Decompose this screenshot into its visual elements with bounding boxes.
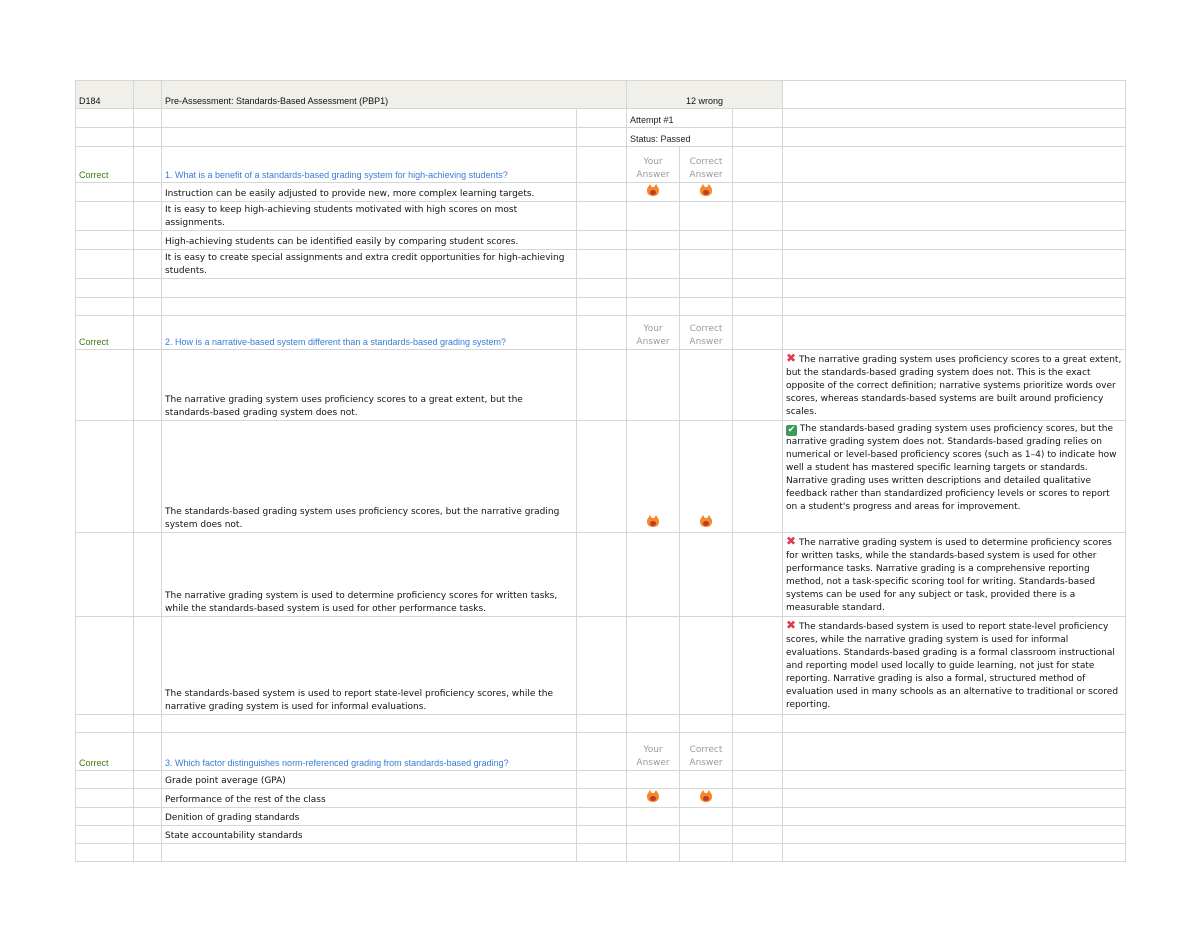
option-text: Denition of grading standards	[162, 808, 577, 826]
pass-status: Status: Passed	[627, 128, 733, 147]
correct-answer-cell	[680, 771, 733, 789]
option-feedback	[783, 808, 1126, 826]
option-feedback	[783, 231, 1126, 250]
question-text: 2. How is a narrative-based system different than a standards-based grading system?	[162, 316, 577, 350]
fox-icon	[646, 515, 660, 527]
your-answer-cell	[627, 826, 680, 844]
option-feedback	[783, 533, 1126, 617]
your-answer-cell	[627, 231, 680, 250]
option-text: Grade point average (GPA)	[162, 771, 577, 789]
option-row	[76, 231, 1126, 250]
option-text: Performance of the rest of the class	[162, 789, 577, 808]
option-feedback	[783, 617, 1126, 715]
spacer-row	[76, 279, 1126, 298]
option-text: It is easy to create special assignments and extra credit opportunities for high-achieving students.	[162, 250, 577, 279]
x-mark-icon: ✖	[786, 618, 797, 632]
option-row	[76, 617, 1126, 715]
question-text: 3. Which factor distinguishes norm-referenced grading from standards-based grading?	[162, 733, 577, 771]
fox-icon	[646, 790, 660, 802]
x-mark-icon: ✖	[786, 534, 797, 548]
option-feedback	[783, 789, 1126, 808]
question-status: Correct	[76, 147, 134, 183]
correct-answer-cell	[680, 808, 733, 826]
x-mark-icon: ✖	[786, 351, 797, 365]
question-status: Correct	[76, 733, 134, 771]
status-row	[76, 128, 1126, 147]
assessment-sheet	[75, 80, 1126, 862]
option-text: Instruction can be easily adjusted to provide new, more complex learning targets.	[162, 183, 577, 202]
option-row	[76, 808, 1126, 826]
spacer-row	[76, 715, 1126, 733]
check-mark-icon: ✔	[787, 425, 796, 435]
your-answer-cell	[627, 421, 680, 533]
option-text: The narrative grading system uses proficiency scores to a great extent, but the standards-based grading system does not.	[162, 350, 577, 421]
fox-icon	[646, 184, 660, 196]
your-answer-header: Your Answer	[627, 316, 680, 350]
fox-icon	[699, 790, 713, 802]
question-status: Correct	[76, 316, 134, 350]
spacer-row	[76, 844, 1126, 862]
your-answer-header: Your Answer	[627, 147, 680, 183]
correct-answer-cell	[680, 231, 733, 250]
option-feedback	[783, 826, 1126, 844]
option-text: The standards-based system is used to report state-level proficiency scores, while the narrative grading system is used for informal evaluations.	[162, 617, 577, 715]
correct-answer-cell	[680, 826, 733, 844]
your-answer-cell	[627, 183, 680, 202]
option-text: The standards-based grading system uses proficiency scores, but the narrative grading system does not.	[162, 421, 577, 533]
course-code: D184	[76, 81, 134, 109]
option-row	[76, 789, 1126, 808]
header-row	[76, 81, 1126, 109]
your-answer-cell	[627, 789, 680, 808]
correct-answer-header: Correct Answer	[680, 147, 733, 183]
attempt-row	[76, 109, 1126, 128]
option-feedback	[783, 421, 1126, 533]
your-answer-cell	[627, 202, 680, 231]
wrong-count: 12 wrong	[627, 81, 783, 109]
your-answer-header: Your Answer	[627, 733, 680, 771]
fox-icon	[699, 515, 713, 527]
question-row	[76, 147, 1126, 183]
fox-icon	[699, 184, 713, 196]
your-answer-cell	[627, 808, 680, 826]
your-answer-cell	[627, 350, 680, 421]
correct-answer-cell	[680, 789, 733, 808]
option-row	[76, 771, 1126, 789]
option-row	[76, 421, 1126, 533]
feedback-text: The standards-based system is used to report state-level proficiency scores, while the narrative grading system is used for informal evaluations. Standards-based grading is a formal classroom instructional and reporting model used locally to guide learning, not just for state reporting. Narrative grading is also a formal, structured method of evaluation used in many schools as an alternative to traditional or scored reporting.	[786, 622, 1119, 710]
correct-answer-cell	[680, 533, 733, 617]
correct-answer-cell	[680, 250, 733, 279]
option-feedback	[783, 771, 1126, 789]
your-answer-cell	[627, 771, 680, 789]
question-row	[76, 316, 1126, 350]
correct-answer-header: Correct Answer	[680, 733, 733, 771]
option-row	[76, 250, 1126, 279]
option-text: State accountability standards	[162, 826, 577, 844]
option-feedback	[783, 183, 1126, 202]
correct-answer-cell	[680, 617, 733, 715]
your-answer-cell	[627, 617, 680, 715]
option-row	[76, 202, 1126, 231]
attempt-label: Attempt #1	[627, 109, 733, 128]
spacer-row	[76, 298, 1126, 316]
option-text: It is easy to keep high-achieving students motivated with high scores on most assignments.	[162, 202, 577, 231]
option-text: The narrative grading system is used to determine proficiency scores for written tasks, while the standards-based system is used for other performance tasks.	[162, 533, 577, 617]
correct-answer-cell	[680, 183, 733, 202]
correct-answer-header: Correct Answer	[680, 316, 733, 350]
feedback-text: The narrative grading system is used to determine proficiency scores for written tasks, while the standards-based system is used for other performance tasks. Narrative grading is a comprehensive reporting method, not a task-specific scoring tool for writing. Standards-based systems can be used for any subject or task, provided there is a measurable standard.	[786, 538, 1112, 613]
question-row	[76, 733, 1126, 771]
your-answer-cell	[627, 533, 680, 617]
option-feedback	[783, 350, 1126, 421]
correct-answer-cell	[680, 421, 733, 533]
correct-answer-cell	[680, 350, 733, 421]
assessment-title: Pre-Assessment: Standards-Based Assessment (PBP1)	[162, 81, 627, 109]
option-feedback	[783, 250, 1126, 279]
option-feedback	[783, 202, 1126, 231]
option-row	[76, 350, 1126, 421]
option-row	[76, 826, 1126, 844]
question-text: 1. What is a benefit of a standards-based grading system for high-achieving students?	[162, 147, 577, 183]
option-text: High-achieving students can be identified easily by comparing student scores.	[162, 231, 577, 250]
correct-answer-cell	[680, 202, 733, 231]
feedback-text: The standards-based grading system uses proficiency scores, but the narrative grading system does not. Standards-based grading relies on numerical or level-based proficiency scores (such as 1–4) to indicate how well a student has mastered specific learning targets or standards. Narrative grading uses written descriptions and detailed qualitative feedback rather than standardized proficiency levels or scores to report on a student's progress and areas for improvement.	[786, 424, 1117, 512]
your-answer-cell	[627, 250, 680, 279]
feedback-text: The narrative grading system uses proficiency scores to a great extent, but the standards-based grading system does not. This is the exact opposite of the correct definition; narrative systems prioritize words over scores, whereas standards-based systems are built around proficiency scales.	[786, 355, 1122, 417]
option-row	[76, 533, 1126, 617]
option-row	[76, 183, 1126, 202]
